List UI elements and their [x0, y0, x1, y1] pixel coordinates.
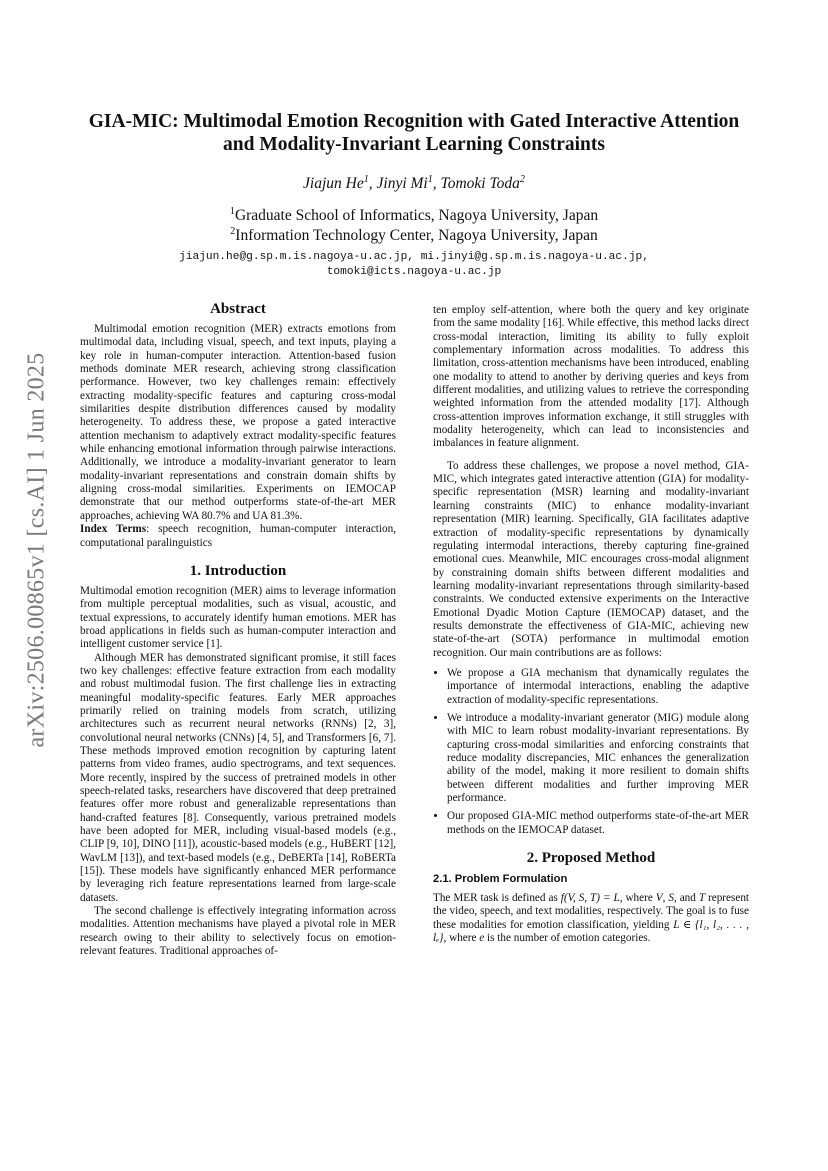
paper-title: [60, 110, 768, 156]
title-line-1: GIA-MIC: Multimodal Emotion Recognition with Gated Interactive Attention: [88, 111, 740, 132]
affiliation-line: [60, 226, 768, 246]
math-symbol: S: [668, 892, 674, 905]
text-run: represent the video, speech, and text modalities, respectively. The goal is to fuse these modalities for emotion classification, yielding: [433, 892, 750, 931]
method-heading: 2. Proposed Method: [526, 850, 656, 867]
author-affiliation-mark: 1: [427, 173, 433, 185]
intro-paragraph-3: The second challenge is effectively integrating information across modalities. Attention mechanisms have played a pivotal role in MER research owing to their ability to selectively focus on emotion-relevant features. Traditional approaches of-: [80, 905, 396, 958]
intro-paragraph-2: Although MER has demonstrated significant promise, it still faces two key challenges: effective feature extraction from each modality and robust multimodal fusion. The first challenge lies in extracting meaningful modality-specific features. Early MER approaches primarily relied on training models from scratch, utilizing architectures such as recurrent neural networks (RNNs) [2, 3], convolutional neural networks (CNNs) [4, 5], and Transformers [6, 7]. These methods improved emotion recognition by capturing latent patterns from video frames, audio spectrograms, and text sequences. More recently, inspired by the success of pretrained models in other speech-related tasks, researchers have discovered that deep pretrained features offer more robust and generalizable representations than hand-crafted features [8]. Consequently, various pretrained models have been adopted for MER, including visual-based models (e.g., CLIP [9, 10], DINO [11]), acoustic-based models (e.g., HuBERT [12], WavLM [13]), and text-based models (e.g., DeBERTa [14], RoBERTa [15]). These models have significantly enhanced MER performance by leveraging rich feature representations learned from large-scale datasets.: [80, 651, 396, 904]
author-emails: [60, 250, 768, 280]
author-list: Jiajun He$^1$, Jinyi Mi$^1$, Tomoki Toda$^2$: [303, 173, 525, 192]
problem-formulation-heading: 2.1. Problem Formulation: [433, 873, 568, 886]
title-line-2: and Modality-Invariant Learning Constraints: [223, 134, 605, 155]
intro-paragraph-1: Multimodal emotion recognition (MER) aims to leverage information from multiple perceptual modalities, such as visual, acoustic, and textual expressions, to accurately identify human emotions. MER has broad applications in fields such as human-computer interaction and intelligent customer service [1].: [80, 584, 396, 651]
math-function: f(V, S, T) = L: [560, 892, 620, 905]
problem-formulation-text: The MER task is defined as f(V, S, T) = L, where V, S, and T represent the video, speech, and text modalities, respectively. The goal is to fuse these modalities for emotion classification, yielding L ∈ {l₁, l₂, . . . , lₑ}, where e is the number of emotion categories.: [433, 892, 750, 945]
list-item: • We propose a GIA mechanism that dynamically regulates the importance of intermodal interactions, enabling the adaptive extraction of modality-specific representations.: [447, 667, 749, 707]
abstract-heading: Abstract: [210, 301, 266, 317]
email-line: jiajun.he@g.sp.m.is.nagoya-u.ac.jp, mi.jinyi@g.sp.m.is.nagoya-u.ac.jp,: [179, 251, 649, 263]
index-terms-text: : speech recognition, human-computer interaction, computational paralinguistics: [80, 523, 396, 549]
arxiv-identifier: arXiv:2506.00865v1 [cs.AI] 1 Jun 2025: [23, 352, 50, 748]
author-name: Jinyi Mi: [376, 175, 428, 192]
author-affiliation-mark: 2: [519, 173, 525, 185]
text-run: is the number of emotion categories.: [484, 932, 651, 945]
intro-paragraph-4: To address these challenges, we propose a novel method, GIA-MIC, which integrates gated interactive attention (GIA) for modality-specific representation (MSR) learning and modality-invariant learning constraints (MIC) to enhance modality-invariant representation (MIR) learning. Specifically, GIA facilitates adaptive extraction of modality-specific representations by dynamically regulating intermodal interactions, thereby capturing fine-grained emotional cues. Meanwhile, MIC encourages cross-modal alignment by constraining domain shifts between different modalities and learning modality-invariant representations through similarity-based constraints. We conducted extensive experiments on the Interactive Emotional Dyadic Motion Capture (IEMOCAP) dataset, and the results demonstrate the effectiveness of GIA-MIC, achieving new state-of-the-art (SOTA) performance in multimodal emotion recognition. Our main contributions are as follows:: [433, 459, 749, 659]
affiliation-text: Information Technology Center, Nagoya University, Japan: [235, 227, 598, 244]
math-symbol: T: [698, 892, 706, 905]
author-name: Tomoki Toda: [440, 175, 520, 192]
email-line: tomoki@icts.nagoya-u.ac.jp: [326, 266, 502, 278]
text-run: , where: [443, 932, 480, 945]
list-item: • Our proposed GIA-MIC method outperforms state-of-the-art MER methods on the IEMOCAP dataset.: [447, 810, 749, 837]
right-column: [433, 304, 749, 945]
affiliation-text: Graduate School of Informatics, Nagoya University, Japan: [234, 207, 599, 224]
left-column: [80, 300, 396, 958]
math-symbol: e: [479, 932, 485, 945]
affiliation-mark: 2: [230, 225, 236, 237]
arxiv-sidebar: [22, 352, 52, 748]
affiliation-mark: 1: [229, 205, 235, 217]
math-label-set: L ∈ {l₁, l₂, . . . , lₑ}: [433, 918, 749, 945]
contributions-list: [433, 667, 749, 837]
affiliation-line: [60, 206, 768, 226]
affiliations: [60, 206, 768, 246]
author-affiliation-mark: 1: [363, 173, 369, 185]
index-terms-label: Index Terms: [80, 523, 147, 536]
list-item: • We introduce a modality-invariant generator (MIG) module along with MIC to learn robust modality-invariant representations. By capturing cross-modal similarities and enforcing constraints that reduce modality discrepancies, MIC enhances the generalization ability of the model, making it more resilient to domain shifts between different modalities and further improving MER performance.: [447, 712, 749, 805]
abstract-text: Multimodal emotion recognition (MER) extracts emotions from multimodal data, including visual, speech, and text inputs, playing a key role in human-computer interaction. Attention-based fusion methods dominate MER research, achieving strong classification performance. However, two key challenges remain: effectively extracting modality-specific features and capturing cross-modal similarities despite distribution differences caused by modality heterogeneity. To address these, we propose a gated interactive attention mechanism to adaptively extract modality-specific features while enhancing emotional information through pairwise interactions. Additionally, we introduce a modality-invariant generator to learn modality-invariant representations and constrain domain shifts by aligning cross-modal similarities. Experiments on IEMOCAP demonstrate that our method outperforms state-of-the-art MER approaches, achieving WA 80.7% and UA 81.3%.: [80, 323, 396, 522]
introduction-heading: 1. Introduction: [189, 562, 287, 579]
text-run: , where: [619, 892, 656, 905]
text-run: The MER task is defined as: [433, 892, 561, 905]
index-terms: [80, 523, 396, 550]
intro-paragraph-3-continued: ten employ self-attention, where both the query and key originate from the same modality [16]. While effective, this method lacks direct cross-modal interaction, limiting its ability to fully exploit complementary information across modalities. To address this limitation, cross-attention mechanisms have been introduced, enabling one modality to attend to another by deriving queries and keys from different modalities, and utilizing values to retrieve the corresponding weighted information from the attended modality [17]. Although cross-attention improves information exchange, it still struggles with modality heterogeneity, which can lead to inconsistencies and imbalances in feature alignment.: [433, 304, 749, 450]
text-run: , and: [673, 892, 699, 905]
math-symbol: V: [655, 892, 663, 905]
author-name: Jiajun He: [303, 175, 364, 192]
